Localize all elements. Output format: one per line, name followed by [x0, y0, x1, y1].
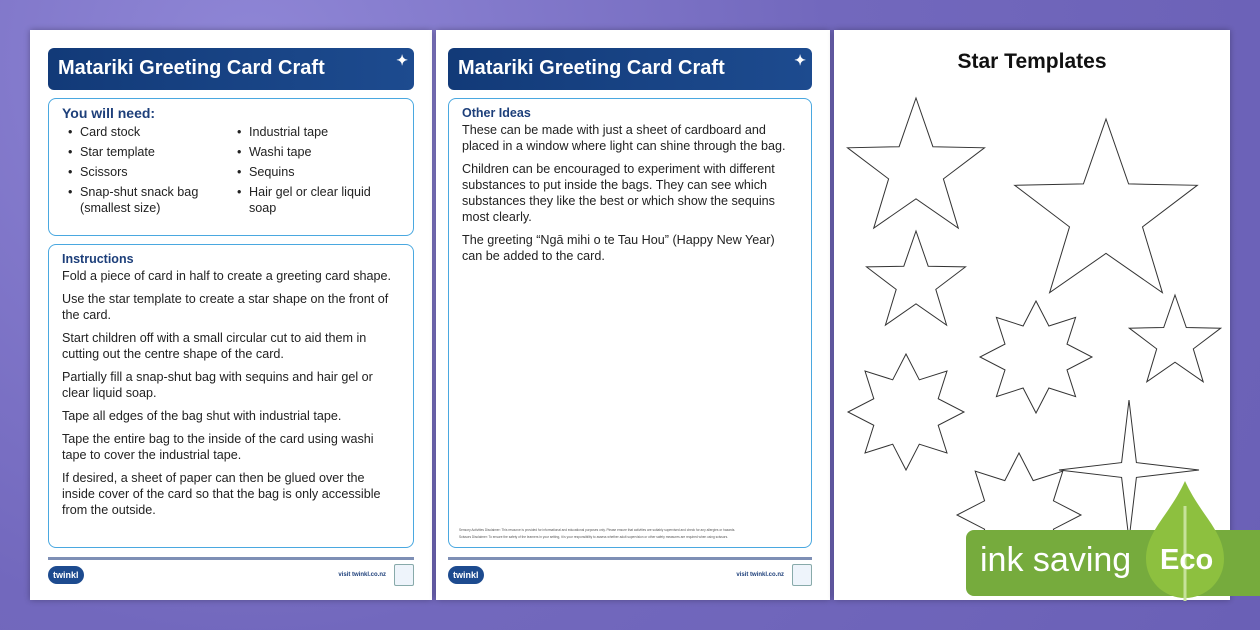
- disclaimer-text: Sensory Activities Disclaimer: This resource is provided for informational and educational purposes only. Please ensure that activities are suitably supervised and check for any allergies or hazards.: [459, 528, 736, 532]
- list-item: • Industrial tape: [237, 124, 400, 140]
- footer: [448, 557, 812, 587]
- idea-paragraph: These can be made with just a sheet of cardboard and placed in a window where light can shine through the bag.: [462, 123, 786, 153]
- instructions-heading: Instructions: [62, 252, 134, 266]
- sparkle-icon: ✦: [794, 52, 806, 68]
- ink-saving-label: ink saving: [980, 541, 1132, 579]
- visit-link: visit twinkl.co.nz: [338, 572, 386, 578]
- instruction-step: If desired, a sheet of paper can then be glued over the inside cover of the card so that the bag is only accessible from the outside.: [62, 471, 381, 517]
- materials-box: [48, 98, 414, 236]
- visit-link: visit twinkl.co.nz: [736, 572, 784, 578]
- list-item: • Scissors: [68, 164, 231, 180]
- sparkle-icon: ✦: [396, 52, 408, 68]
- page-2: [436, 30, 830, 600]
- instruction-step: Use the star template to create a star shape on the front of the card.: [62, 292, 389, 322]
- ideas-box: [448, 98, 812, 548]
- star-outline: [1129, 295, 1220, 382]
- eco-badge: Eco: [1160, 544, 1214, 576]
- badge-icon: [792, 564, 812, 586]
- footer: [48, 557, 414, 587]
- leaf-drop-icon: [1146, 481, 1224, 601]
- star-outline: [980, 301, 1092, 413]
- ideas-heading: Other Ideas: [462, 106, 531, 120]
- list-item: • Snap-shut snack bag (smallest size): [68, 184, 231, 216]
- page-1: [30, 30, 432, 600]
- idea-paragraph: The greeting “Ngā mihi o te Tau Hou” (Happy New Year) can be added to the card.: [462, 233, 775, 263]
- instruction-step: Tape all edges of the bag shut with industrial tape.: [62, 409, 342, 423]
- instruction-step: Partially fill a snap-shut bag with sequins and hair gel or clear liquid soap.: [62, 370, 373, 400]
- twinkl-logo: twinkl: [448, 566, 484, 584]
- list-item: • Washi tape: [237, 144, 400, 160]
- page-title: Matariki Greeting Card Craft ✦: [48, 48, 414, 90]
- list-item: • Star template: [68, 144, 231, 160]
- twinkl-logo: twinkl: [48, 566, 84, 584]
- instruction-step: Tape the entire bag to the inside of the card using washi tape to cover the industrial tape.: [62, 432, 374, 462]
- list-item: • Sequins: [237, 164, 400, 180]
- materials-heading: You will need:: [62, 105, 156, 121]
- star-outline: [848, 354, 964, 470]
- instruction-step: Start children off with a small circular cut to aid them in cutting out the centre shape of the card.: [62, 331, 367, 361]
- page-title: Matariki Greeting Card Craft ✦: [448, 48, 812, 90]
- disclaimer-text: Scissors Disclaimer: To ensure the safety of the learners in your setting, it is your responsibility to assess whether adult supervision or other safety measures are required when using scissors.: [459, 534, 729, 539]
- star-outline: [867, 231, 966, 325]
- instructions-box: [48, 244, 414, 548]
- idea-paragraph: Children can be encouraged to experiment with different substances to put inside the bags. They can see which substances they like the best or which show the sequins most clearly.: [462, 162, 775, 224]
- instruction-step: Fold a piece of card in half to create a greeting card shape.: [62, 269, 392, 283]
- list-item: • Card stock: [68, 124, 231, 140]
- badge-icon: [394, 564, 414, 586]
- star-outline: [1015, 119, 1198, 293]
- star-outline: [848, 98, 985, 228]
- page-title: Star Templates: [957, 50, 1107, 73]
- list-item: • Hair gel or clear liquid soap: [237, 184, 400, 216]
